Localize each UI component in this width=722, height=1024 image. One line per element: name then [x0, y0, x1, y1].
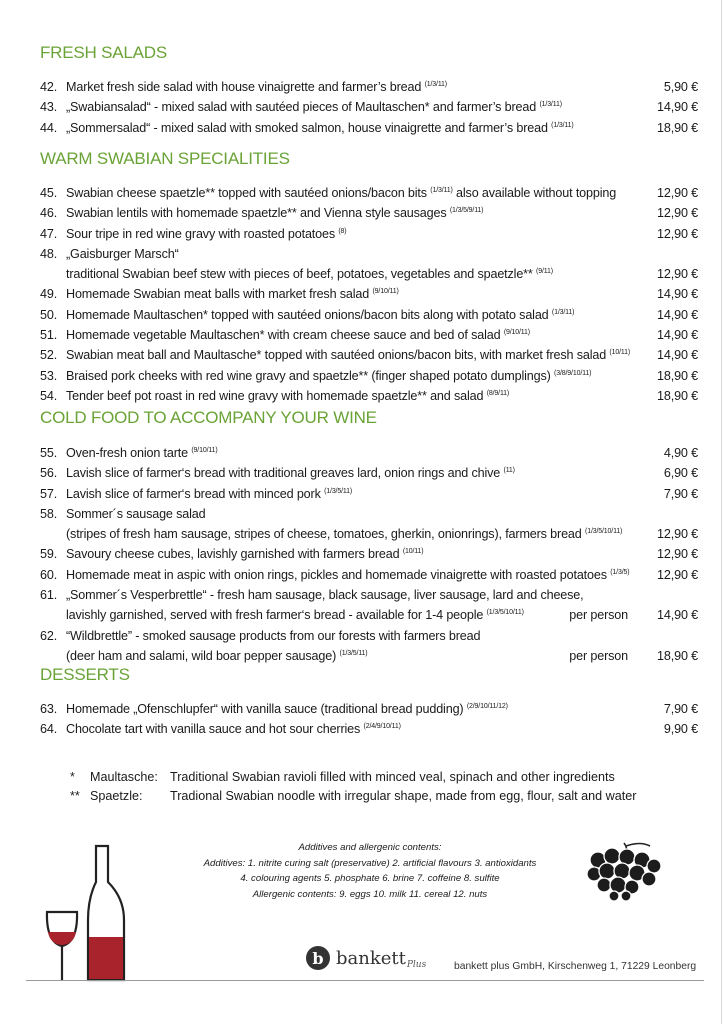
- menu-item-line: [40, 284, 698, 304]
- menu-item-line: [40, 345, 698, 365]
- item-allergens: (2/9/10/11/12): [466, 703, 508, 710]
- menu-item-line: [40, 203, 698, 223]
- footnote-spaetzle: [70, 787, 636, 806]
- menu-item: [40, 345, 698, 365]
- item-price: 14,90 €: [657, 608, 698, 623]
- item-number: 60.: [40, 567, 58, 582]
- menu-item: [40, 565, 698, 585]
- wine-bottle-glass-icon: [40, 842, 140, 984]
- item-price: 5,90 €: [663, 80, 698, 94]
- menu-item: [40, 484, 698, 504]
- item-text: Sommer´s sausage salad: [66, 506, 206, 521]
- item-description: [66, 183, 638, 203]
- item-text-continued: (stripes of fresh ham sausage, stripes of cheese, tomatoes, gherkin, onionrings), farmers bread: [66, 527, 582, 542]
- footer-divider: [26, 980, 704, 981]
- item-allergens: (1/3/11): [551, 121, 574, 129]
- menu-item: [40, 224, 698, 244]
- section-title-fresh-salads: FRESH SALADS: [40, 43, 168, 62]
- item-allergens: (1/3/5): [610, 568, 630, 576]
- menu-item: [40, 585, 698, 626]
- additives-legend: [160, 840, 580, 902]
- item-allergens: (1/3/11): [539, 101, 562, 109]
- item-description: [66, 626, 698, 646]
- menu-item-line: [40, 585, 698, 605]
- footnote-term: Maultasche:: [90, 770, 158, 784]
- legend-heading: Additives and allergenic contents:: [298, 842, 442, 853]
- item-text: „Sommer´s Vesperbrettle“ - fresh ham sausage, black sausage, liver sausage, lard and cheese,: [66, 588, 584, 603]
- item-description: [66, 366, 638, 386]
- item-price: 14,90 €: [657, 100, 698, 115]
- item-description: [66, 203, 638, 223]
- item-text: „Gaisburger Marsch“: [66, 246, 179, 261]
- item-description: [66, 504, 698, 524]
- item-text: Tender beef pot roast in red wine gravy with homemade spaetzle** and salad: [66, 388, 484, 403]
- item-description-continued: [66, 524, 638, 544]
- item-description: [66, 325, 638, 345]
- menu-item-line: [40, 305, 698, 325]
- item-price: 6,90 €: [663, 466, 698, 481]
- item-text: Homemade „Ofenschlupfer“ with vanilla sauce (traditional bread pudding): [66, 702, 464, 716]
- item-per-person: per person: [569, 608, 628, 623]
- menu-item-line: [40, 443, 698, 463]
- item-allergens: (10/11): [402, 548, 424, 556]
- item-price: 7,90 €: [663, 702, 698, 716]
- menu-item-continuation: [40, 524, 698, 544]
- item-number: 58.: [40, 506, 58, 521]
- item-price: 12,90 €: [657, 186, 698, 200]
- item-allergens: (9/10/11): [191, 447, 218, 454]
- item-allergens: (2/4/9/10/11): [363, 723, 401, 731]
- item-description: [66, 118, 638, 138]
- item-description: [66, 544, 638, 564]
- item-description: [66, 345, 638, 365]
- item-description: [66, 443, 638, 463]
- item-price: 9,90 €: [663, 722, 698, 737]
- item-text: Lavish slice of farmer‘s bread with minced pork: [66, 486, 321, 501]
- menu-item-line: [40, 183, 698, 203]
- menu-item-line: [40, 325, 698, 345]
- item-number: 49.: [40, 287, 58, 302]
- item-text-continued: lavishly garnished, served with fresh farmer‘s bread - available for 1-4 people: [66, 608, 484, 623]
- item-text: Lavish slice of farmer‘s bread with traditional greaves lard, onion rings and chive: [66, 466, 501, 481]
- item-allergens: (3/8/9/10/11): [554, 369, 592, 377]
- item-number: 43.: [40, 100, 58, 115]
- item-text: Homemade Maultaschen* topped with sautéed onions/bacon bits along with potato salad: [66, 307, 549, 322]
- item-text: „Swabiansalad“ - mixed salad with sautéed pieces of Maultaschen* and farmer’s bread: [66, 100, 537, 115]
- menu-item-line: [40, 699, 698, 719]
- item-text: Swabian cheese spaetzle** topped with sautéed onions/bacon bits: [66, 186, 427, 200]
- item-description-continued: [66, 646, 569, 666]
- item-allergens: (1/3/11): [424, 81, 447, 88]
- item-number: 48.: [40, 246, 58, 261]
- footnotes: [70, 768, 636, 806]
- item-price: 12,90 €: [657, 226, 698, 241]
- item-price: 18,90 €: [657, 368, 698, 383]
- item-price: 12,90 €: [657, 527, 698, 542]
- menu-item-line: [40, 463, 698, 483]
- menu-item: [40, 443, 698, 463]
- menu-item-line: [40, 366, 698, 386]
- menu-item: [40, 463, 698, 483]
- menu-list-desserts: [40, 699, 698, 740]
- item-description: [66, 463, 638, 483]
- item-price: 18,90 €: [657, 120, 698, 135]
- menu-item-continuation: [40, 646, 698, 666]
- item-description-continued: [66, 264, 638, 284]
- menu-item: [40, 699, 698, 719]
- item-number: 56.: [40, 466, 58, 481]
- item-price: 12,90 €: [657, 567, 698, 582]
- item-number: 54.: [40, 388, 58, 403]
- item-number: 59.: [40, 547, 58, 562]
- menu-item: [40, 504, 698, 545]
- menu-list-cold-food: [40, 443, 698, 666]
- item-number: 52.: [40, 348, 58, 363]
- logo-badge: b: [306, 946, 330, 970]
- item-text: Sour tripe in red wine gravy with roasted potatoes: [66, 226, 336, 241]
- logo-plus: Plus: [406, 960, 427, 970]
- footnote-maultasche: [70, 768, 636, 787]
- item-description: [66, 565, 638, 585]
- item-number: 64.: [40, 722, 58, 737]
- item-number: 50.: [40, 307, 58, 322]
- item-number: 42.: [40, 80, 58, 94]
- item-number: 53.: [40, 368, 58, 383]
- item-allergens: (1/3/11): [430, 187, 453, 194]
- menu-item: [40, 77, 698, 97]
- menu-item-continuation: [40, 264, 698, 284]
- menu-item: [40, 325, 698, 345]
- menu-item-line: [40, 97, 698, 117]
- menu-item-line: [40, 626, 698, 646]
- item-allergens: (8): [338, 227, 347, 235]
- item-description: [66, 97, 638, 117]
- item-text: Chocolate tart with vanilla sauce and hot sour cherries: [66, 722, 361, 737]
- item-text: Homemade meat in aspic with onion rings, pickles and homemade vinaigrette with roasted potatoes: [66, 567, 607, 582]
- item-description: [66, 719, 638, 739]
- item-number: 44.: [40, 120, 58, 135]
- item-number: 46.: [40, 206, 58, 221]
- item-description: [66, 305, 638, 325]
- footnote-term: Spaetzle:: [90, 789, 143, 803]
- company-address: bankett plus GmbH, Kirschenweg 1, 71229 Leonberg: [454, 961, 697, 972]
- item-number: 45.: [40, 186, 58, 200]
- item-allergens: (9/10/11): [372, 288, 399, 296]
- legend-additives-line1: Additives: 1. nitrite curing salt (preservative) 2. artificial flavours 3. antioxidants: [203, 857, 537, 869]
- item-text: Oven-fresh onion tarte: [66, 446, 189, 460]
- item-price: 14,90 €: [657, 307, 698, 322]
- menu-item: [40, 366, 698, 386]
- menu-item-line: [40, 244, 698, 264]
- legend-additives-line2: 4. colouring agents 5. phosphate 6. brine 7. coffeine 8. sulfite: [240, 873, 500, 884]
- item-text: Market fresh side salad with house vinaigrette and farmer’s bread: [66, 80, 422, 94]
- item-price: 14,90 €: [657, 328, 698, 343]
- menu-item: [40, 183, 698, 203]
- item-allergens: (1/3/5/11): [339, 649, 368, 657]
- footnote-mark: **: [70, 789, 80, 803]
- menu-item: [40, 284, 698, 304]
- item-description: [66, 77, 638, 97]
- item-text: Swabian lentils with homemade spaetzle** and Vienna style sausages: [66, 206, 447, 221]
- item-description: [66, 484, 638, 504]
- item-number: 61.: [40, 588, 58, 603]
- item-text: Swabian meat ball and Maultasche* topped with sautéed onions/bacon bits, with market fresh salad: [66, 348, 607, 363]
- item-price: 18,90 €: [657, 388, 698, 403]
- item-description-continued: [66, 605, 569, 625]
- item-allergens: (9/10/11): [503, 329, 530, 337]
- item-text-continued: traditional Swabian beef stew with pieces of beef, potatoes, vegetables and spaetzle**: [66, 267, 533, 282]
- legend-allergens-line: Allergenic contents: 9. eggs 10. milk 11. cereal 12. nuts: [252, 888, 488, 900]
- menu-list-fresh-salads: [40, 77, 698, 138]
- menu-item: [40, 244, 698, 285]
- item-price: 12,90 €: [657, 267, 698, 282]
- menu-item-line: [40, 565, 698, 585]
- menu-item: [40, 203, 698, 223]
- section-title-cold-food: COLD FOOD TO ACCOMPANY YOUR WINE: [40, 408, 377, 427]
- item-price: 4,90 €: [663, 446, 698, 460]
- menu-item-line: [40, 118, 698, 138]
- item-allergens: (9/11): [536, 268, 553, 276]
- item-allergens: (8/9/11): [486, 389, 510, 397]
- item-number: 55.: [40, 446, 58, 460]
- item-text: “Wildbrettle” - smoked sausage products from our forests with farmers bread: [66, 628, 481, 643]
- menu-item-line: [40, 719, 698, 739]
- menu-item: [40, 118, 698, 138]
- item-text: „Sommersalad“ - mixed salad with smoked salmon, house vinaigrette and farmer’s bread: [66, 120, 548, 135]
- item-number: 63.: [40, 702, 58, 716]
- item-text-continued: (deer ham and salami, wild boar pepper sausage): [66, 648, 337, 663]
- section-title-desserts: DESSERTS: [40, 665, 130, 684]
- item-description: [66, 244, 698, 264]
- item-description: [66, 699, 638, 719]
- item-allergens: (1/3/5/10/11): [585, 528, 623, 536]
- item-number: 47.: [40, 226, 58, 241]
- item-price: 7,90 €: [663, 486, 698, 501]
- menu-item: [40, 719, 698, 739]
- section-title-warm-swabian: WARM SWABIAN SPECIALITIES: [40, 149, 290, 168]
- item-price: 12,90 €: [657, 206, 698, 221]
- item-allergens: (10/11): [609, 349, 631, 357]
- item-description: [66, 284, 638, 304]
- item-number: 51.: [40, 328, 58, 343]
- menu-item: [40, 544, 698, 564]
- item-per-person: per person: [569, 648, 628, 663]
- item-allergens: (1/3/11): [551, 308, 575, 316]
- item-description: [66, 585, 698, 605]
- footnote-definition: Traditional Swabian ravioli filled with minced veal, spinach and other ingredients: [170, 770, 615, 784]
- item-text: Homemade vegetable Maultaschen* with cream cheese sauce and bed of salad: [66, 328, 501, 343]
- item-text: Braised pork cheeks with red wine gravy and spaetzle** (finger shaped potato dumplings): [66, 368, 551, 383]
- menu-item-line: [40, 504, 698, 524]
- grapes-icon: [584, 840, 664, 902]
- item-allergens: (11): [503, 467, 515, 475]
- bankett-plus-logo: [306, 946, 426, 970]
- item-text: Homemade Swabian meat balls with market fresh salad: [66, 287, 370, 302]
- item-price: 18,90 €: [657, 648, 698, 663]
- item-price: 14,90 €: [657, 287, 698, 302]
- menu-item-line: [40, 544, 698, 564]
- item-number: 57.: [40, 486, 58, 501]
- menu-item: [40, 305, 698, 325]
- item-description: [66, 224, 638, 244]
- menu-item-line: [40, 224, 698, 244]
- item-text: Savoury cheese cubes, lavishly garnished with farmers bread: [66, 547, 400, 562]
- item-text-after: also available without topping: [452, 186, 617, 200]
- menu-item: [40, 386, 698, 406]
- menu-item-continuation: [40, 605, 698, 625]
- item-price: 14,90 €: [657, 348, 698, 363]
- menu-item-line: [40, 484, 698, 504]
- item-number: 62.: [40, 628, 58, 643]
- item-price: 12,90 €: [657, 547, 698, 562]
- menu-item-line: [40, 386, 698, 406]
- menu-item-line: [40, 77, 698, 97]
- logo-wordmark: bankett: [336, 947, 406, 969]
- menu-list-warm-swabian: [40, 183, 698, 406]
- menu-item: [40, 97, 698, 117]
- item-description: [66, 386, 638, 406]
- item-allergens: (1/3/5/10/11): [486, 609, 524, 617]
- menu-item: [40, 626, 698, 667]
- item-allergens: (1/3/5/9/11): [449, 207, 484, 215]
- item-allergens: (1/3/5/11): [324, 487, 353, 495]
- footnote-definition: Tradional Swabian noodle with irregular shape, made from egg, flour, salt and water: [170, 789, 637, 803]
- footnote-mark: *: [70, 770, 75, 784]
